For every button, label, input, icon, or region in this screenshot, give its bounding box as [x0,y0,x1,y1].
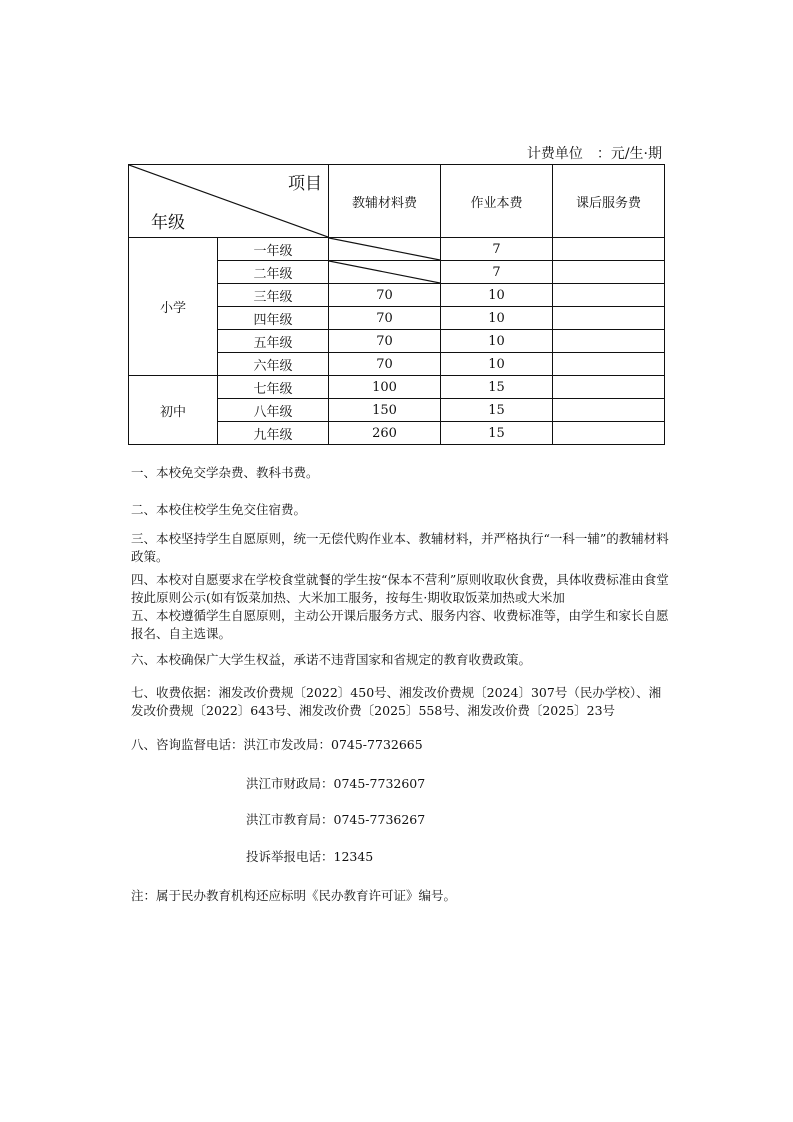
grade-cell: 四年级 [218,307,329,330]
unit-label: 计费单位 ：元/生·期 [526,146,662,162]
note-7: 七、收费依据：湘发改价费规〔2022〕450号、湘发改价费规〔2024〕307号（民办学校）、湘发改价费规〔2022〕643号、湘发改价费〔2025〕558号、湘发改价费〔2025〕23号 [131,685,662,718]
column-header: 作业本费 [441,165,553,238]
after-school-fee-cell [553,238,665,261]
materials-fee-cell: 260 [329,422,441,445]
grade-cell: 八年级 [218,399,329,422]
table-row [129,238,665,261]
note-3: 三、本校坚持学生自愿原则，统一无偿代购作业本、教辅材料，并严格执行“一科一辅”的教辅材料政策。 [131,531,669,564]
after-school-fee-cell [553,307,665,330]
grade-cell: 二年级 [218,261,329,284]
materials-fee-cell: 150 [329,399,441,422]
school-level: 初中 [129,376,218,445]
after-school-fee-cell [553,422,665,445]
homework-fee-cell: 15 [441,422,553,445]
contact-complaint: 投诉举报电话：12345 [246,849,374,864]
after-school-fee-cell [553,261,665,284]
materials-fee-cell: 100 [329,376,441,399]
grade-cell: 三年级 [218,284,329,307]
column-header: 课后服务费 [553,165,665,238]
after-school-fee-cell [553,376,665,399]
school-level: 小学 [129,238,218,376]
after-school-fee-cell [553,330,665,353]
materials-fee-cell: 70 [329,353,441,376]
contact-education: 洪江市教育局：0745-7736267 [246,812,426,827]
homework-fee-cell: 10 [441,307,553,330]
note-5: 五、本校遵循学生自愿原则，主动公开课后服务方式、服务内容、收费标准等，由学生和家长自愿报名、自主选课。 [131,607,671,643]
contact-development: 八、咨询监督电话：洪江市发改局：0745-7732665 [131,737,423,752]
table-header-row [129,165,665,238]
after-school-fee-cell [553,353,665,376]
after-school-fee-cell [553,284,665,307]
grade-cell: 六年级 [218,353,329,376]
note-4: 四、本校对自愿要求在学校食堂就餐的学生按“保本不营利”原则收取伙食费，具体收费标准由食堂按此原则公示(如有饭菜加热、大米加工服务，按每生·期收取饭菜加热或大米加 [131,572,669,605]
grade-cell: 七年级 [218,376,329,399]
homework-fee-cell: 15 [441,376,553,399]
note-1: 一、本校免交学杂费、教科书费。 [131,465,319,480]
grade-cell: 一年级 [218,238,329,261]
homework-fee-cell: 7 [441,238,553,261]
homework-fee-cell: 15 [441,399,553,422]
homework-fee-cell: 10 [441,353,553,376]
note-6: 六、本校确保广大学生权益，承诺不违背国家和省规定的教育收费政策。 [131,652,532,667]
homework-fee-cell: 10 [441,330,553,353]
grade-cell: 九年级 [218,422,329,445]
table-row [129,376,665,399]
materials-fee-cell: 70 [329,330,441,353]
homework-fee-cell: 7 [441,261,553,284]
header-corner: 项目 年级 [129,165,329,238]
after-school-fee-cell [553,399,665,422]
note-2: 二、本校住校学生免交住宿费。 [131,502,307,517]
not-applicable-cell [329,261,441,284]
contact-finance: 洪江市财政局：0745-7732607 [246,776,426,791]
column-header: 教辅材料费 [329,165,441,238]
not-applicable-cell [329,238,441,261]
fee-table [128,164,665,445]
homework-fee-cell: 10 [441,284,553,307]
grade-cell: 五年级 [218,330,329,353]
materials-fee-cell: 70 [329,307,441,330]
materials-fee-cell: 70 [329,284,441,307]
footnote: 注：属于民办教育机构还应标明《民办教育许可证》编号。 [131,888,457,903]
